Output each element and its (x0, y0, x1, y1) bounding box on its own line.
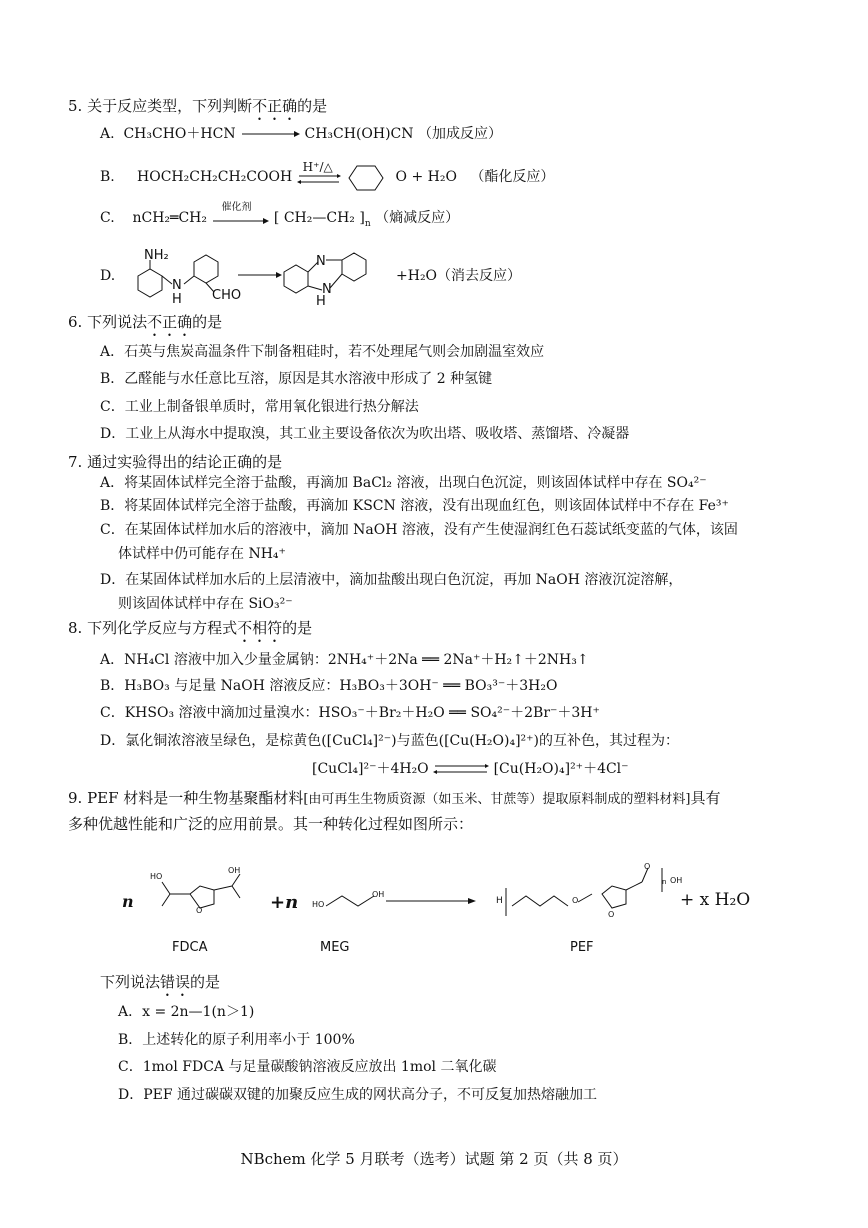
q7-option-c-line1: C．在某固体试样加水后的溶液中，滴加 NaOH 溶液，没有产生使湿润红色石蕊试纸变蓝的气体，该固 (100, 522, 738, 538)
q8-option-a: A．NH₄Cl 溶液中加入少量金属钠：2NH₄⁺＋2Na ══ 2Na⁺＋H₂↑＋2NH₃↑ (100, 652, 589, 668)
page-footer: NBchem 化学 5 月联考（选考）试题 第 2 页（共 8 页） (240, 1150, 628, 1168)
q5-stem: 5. 关于反应类型，下列判断不正确的是 (68, 97, 328, 115)
q8-stem: 8. 下列化学反应与方程式不相符的是 (68, 619, 313, 637)
q5-option-b: B. HOCH₂CH₂CH₂COOH H⁺/△ O + H₂O （酯化反应） (100, 162, 554, 192)
q9-stem-line1: 9. PEF 材料是一种生物基聚酯材料[由可再生生物质资源（如玉米、甘蔗等）提取原料制成的塑料材料]具有 (68, 789, 721, 807)
dibenzodiazepine-structure: N N H (278, 248, 388, 306)
q6-option-b: B．乙醛能与水任意比互溶，原因是其水溶液中形成了 2 种氢键 (100, 371, 493, 387)
q6-option-a: A．石英与焦炭高温条件下制备粗硅时，若不处理尾气则会加剧温室效应 (100, 344, 545, 360)
q7-stem: 7. 通过实验得出的结论正确的是 (68, 453, 283, 471)
q7-option-a: A．将某固体试样完全溶于盐酸，再滴加 BaCl₂ 溶液，出现白色沉淀，则该固体试样中存在 SO₄²⁻ (100, 475, 707, 491)
q8-option-d-line1: D．氯化铜浓溶液呈绿色，是棕黄色([CuCl₄]²⁻)与蓝色([Cu(H₂O)₄]²⁺)的互补色，其过程为： (100, 733, 680, 749)
q7-option-d-line2: 则该固体试样中存在 SiO₃²⁻ (118, 596, 293, 612)
q5-option-c: C. nCH₂═CH₂ 催化剂 [ CH₂—CH₂ ]$_n$ （熵减反应） (100, 202, 460, 229)
q7-option-d-line1: D．在某固体试样加水后的上层清液中，滴加盐酸出现白色沉淀，再加 NaOH 溶液沉淀溶解， (100, 572, 683, 588)
q8-option-c: C．KHSO₃ 溶液中滴加过量溴水：HSO₃⁻＋Br₂＋H₂O ══ SO₄²⁻＋2Br⁻＋3H⁺ (100, 705, 600, 721)
q9-option-d: D．PEF 通过碳碳双键的加聚反应生成的网状高分子，不可反复加热熔融加工 (118, 1087, 598, 1103)
q5-option-a: A. CH₃CHO＋HCN CH₃CH(OH)CN （加成反应） (100, 126, 502, 142)
q6-stem: 6. 下列说法不正确的是 (68, 313, 223, 331)
reaction-arrow-icon (238, 270, 282, 280)
q8-option-b: B．H₃BO₃ 与足量 NaOH 溶液反应：H₃BO₃＋3OH⁻ ══ BO₃³⁻＋3H₂O (100, 678, 558, 694)
catalyst-arrow-icon (211, 216, 269, 226)
reaction-arrow-icon (240, 129, 300, 139)
reaction-arrow-icon (386, 896, 476, 906)
q9-option-a: A．x = 2n—1(n＞1) (118, 1004, 255, 1020)
q7-option-c-line2: 体试样中仍可能存在 NH₄⁺ (118, 546, 286, 562)
q9-option-b: B．上述转化的原子利用率小于 100% (118, 1032, 355, 1048)
q7-option-b: B．将某固体试样完全溶于盐酸，再滴加 KSCN 溶液，没有出现血红色，则该固体试样中不存在 Fe³⁺ (100, 498, 729, 514)
lactone-ring-icon (345, 162, 391, 192)
q8-option-d-equation: [CuCl₄]²⁻＋4H₂O [Cu(H₂O)₄]²⁺＋4Cl⁻ (312, 761, 629, 777)
pef-structure (492, 852, 702, 932)
pef-reaction-scheme: n HO OH O +n HO OH H O O O n OH + x H₂O FDCA MEG PEF (100, 862, 800, 952)
q9-option-c: C．1mol FDCA 与足量碳酸钠溶液反应放出 1mol 二氧化碳 (118, 1059, 497, 1075)
equilibrium-arrow-icon (433, 763, 489, 775)
equilibrium-arrow-icon (297, 173, 341, 185)
q9-question: 下列说法错误的是 (100, 973, 221, 991)
q6-option-c: C．工业上制备银单质时，常用氧化银进行热分解法 (100, 399, 419, 415)
exam-page: 5. 关于反应类型，下列判断不正确的是 A. CH₃CHO＋HCN CH₃CH(OH)CN （加成反应） B. HOCH₂CH₂CH₂COOH H⁺/△ O + H₂O （酯化反应） C. nCH₂═CH₂ 催化剂 [ CH₂—CH₂ ]$_n$ （熵减反应） D. NH₂ N H CHO N N H +H₂O（消去反应） 6. 下列说法不正确的是 A．石英与焦炭高温条件下制备粗硅时，若不处理尾气则会加剧温室效应 B．乙醛能与水任意比互溶，原因是其水溶液中形成了 2 种氢键 C．工业上制备银单质时，常用氧化银进行热分解法 D．工业上从海水中提取溴，其工业主要设备依次为吹出塔、吸收塔、蒸馏塔、冷凝器 7. 通过实验得出的结论正确的是 A．将某固体试样完全溶于盐酸，再滴加 BaCl₂ 溶液，出现白色沉淀，则该固体试样中存在 SO₄²⁻ B．将某固体试样完全溶于盐酸，再滴加 KSCN 溶液，没有出现血红色，则该固体试样中不存在 Fe³⁺ C．在某固体试样加水后的溶液中，滴加 NaOH 溶液，没有产生使湿润红色石蕊试纸变蓝的气体，该固 体试样中仍可能存在 NH₄⁺ D．在某固体试样加水后的上层清液中，滴加盐酸出现白色沉淀，再加 NaOH 溶液沉淀溶解， 则该固体试样中存在 SiO₃²⁻ 8. 下列化学反应与方程式不相符的是 A．NH₄Cl 溶液中加入少量金属钠：2NH₄⁺＋2Na ══ 2Na⁺＋H₂↑＋2NH₃↑ B．H₃BO₃ 与足量 NaOH 溶液反应：H₃BO₃＋3OH⁻ ══ BO₃³⁻＋3H₂O C．KHSO₃ 溶液中滴加过量溴水：HSO₃⁻＋Br₂＋H₂O ══ SO₄²⁻＋2Br⁻＋3H⁺ D．氯化铜浓溶液呈绿色，是棕黄色([CuCl₄]²⁻)与蓝色([Cu(H₂O)₄]²⁺)的互补色，其过程为： [CuCl₄]²⁻＋4H₂O [Cu(H₂O)₄]²⁺＋4Cl⁻ 9. PEF 材料是一种生物基聚酯材料[由可再生生物质资源（如玉米、甘蔗等）提取原料制成的塑料材料]具有 多种优越性能和广泛的应用前景。其一种转化过程如图所示： n HO OH O +n HO OH H O O O n OH + x H₂O FDCA MEG PEF 下列说法错误的是 A．x = 2n—1(n＞1) B．上述转化的原子利用率小于 100% C．1mol FDCA 与足量碳酸钠溶液反应放出 1mol 二氧化碳 D．PEF 通过碳碳双键的加聚反应生成的网状高分子，不可反复加热熔融加工 NBchem 化学 5 月联考（选考）试题 第 2 页（共 8 页） (0, 0, 868, 1228)
aminobenzaldehyde-structure: NH₂ N H CHO (128, 248, 238, 306)
q6-option-d: D．工业上从海水中提取溴，其工业主要设备依次为吹出塔、吸收塔、蒸馏塔、冷凝器 (100, 426, 630, 442)
q9-stem-line2: 多种优越性能和广泛的应用前景。其一种转化过程如图所示： (68, 815, 474, 833)
